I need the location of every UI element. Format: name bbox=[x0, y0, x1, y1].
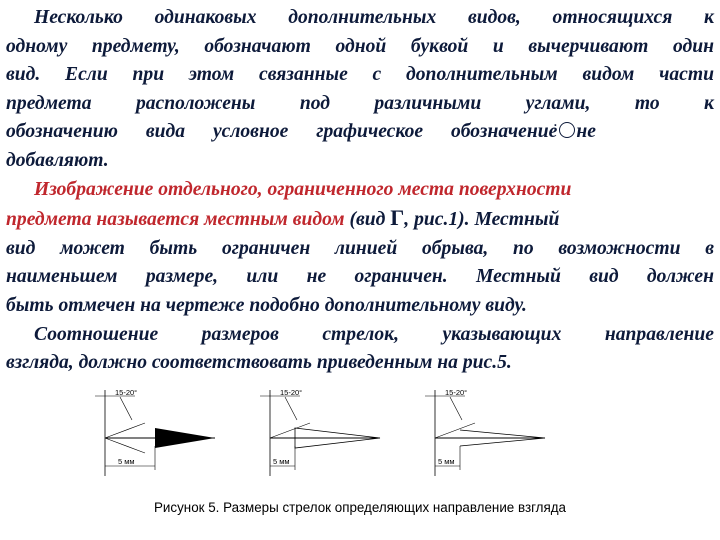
text-line: предмета расположены под различными углами, то к bbox=[6, 92, 714, 114]
body-text bbox=[6, 4, 714, 378]
text-line: одному предмету, обозначают одной буквой и вычерчивают один bbox=[6, 35, 714, 57]
angle-label: 15-20° bbox=[445, 388, 468, 397]
length-label: 5 мм bbox=[118, 457, 135, 466]
text-line: наименьшем размере, или не ограничен. Местный вид должен bbox=[6, 266, 714, 288]
arrow-drawing-1 bbox=[95, 388, 215, 476]
arrow-drawing-3 bbox=[425, 388, 545, 476]
length-label: 5 мм bbox=[438, 457, 455, 466]
angle-label: 15-20° bbox=[280, 388, 303, 397]
text-line: быть отмечен на чертеже подобно дополнительному виду. bbox=[6, 294, 527, 316]
angle-label: 15-20° bbox=[115, 388, 138, 397]
text-line: вид может быть ограничен линией обрыва, по возможности в bbox=[6, 237, 714, 259]
text-line: предмета называется местным видом (вид Г, рис.1). Местный bbox=[6, 205, 560, 231]
text-line: обозначению вида условное графическое обозначение· не bbox=[6, 118, 714, 147]
text-line: вид. Если при этом связанные с дополнительным видом части bbox=[6, 64, 714, 86]
text-line: добавляют. bbox=[6, 149, 109, 171]
arrow-drawing-2 bbox=[260, 388, 380, 476]
figure-caption: Рисунок 5. Размеры стрелок определяющих направление взгляда bbox=[154, 500, 566, 515]
text-line: взгляда, должно соответствовать приведенным на рис.5. bbox=[6, 352, 512, 374]
text-line: Несколько одинаковых дополнительных видов, относящихся к bbox=[34, 7, 714, 28]
arrow-dimensions-figure bbox=[90, 388, 630, 478]
text-line: Соотношение размеров стрелок, указывающих направление bbox=[34, 323, 714, 345]
text-line: Изображение отдельного, ограниченного места поверхности bbox=[34, 178, 572, 200]
length-label: 5 мм bbox=[273, 457, 290, 466]
view-rotated-symbol-icon bbox=[559, 122, 575, 138]
